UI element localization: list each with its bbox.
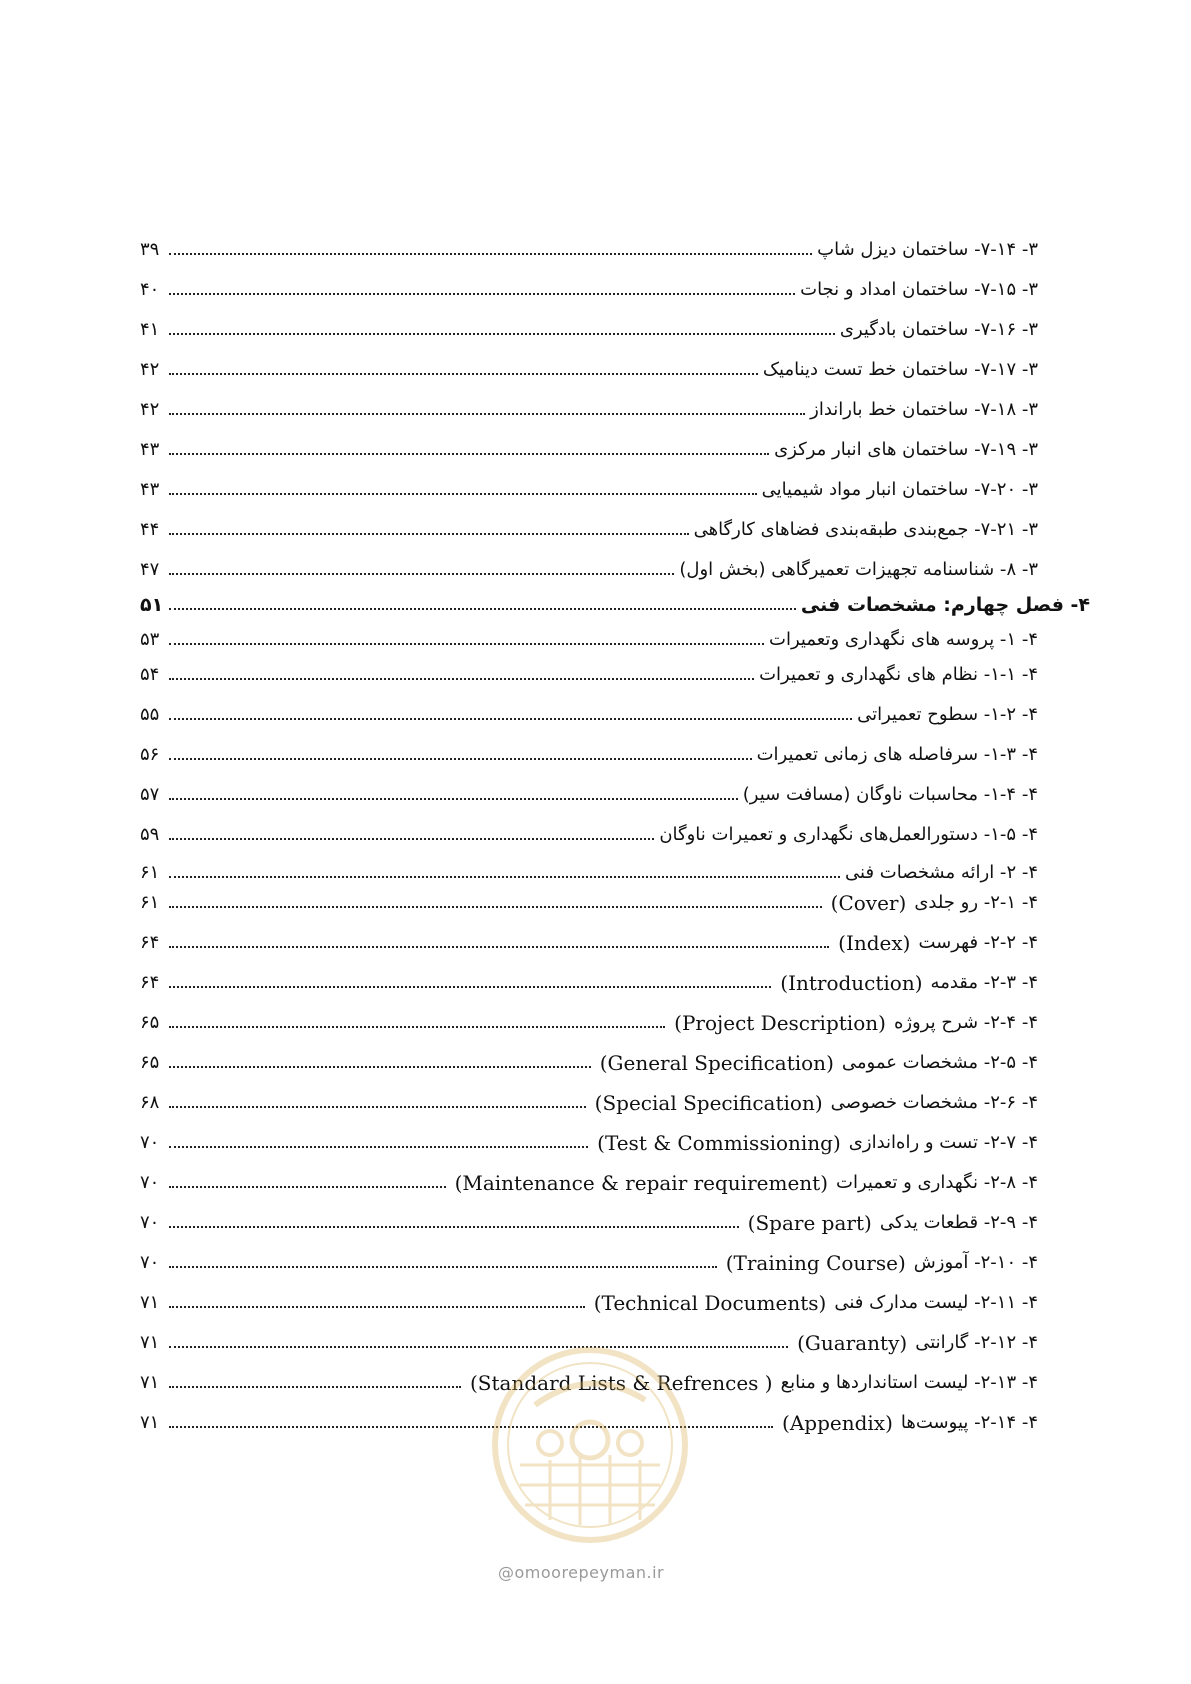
toc-entry-english-title: (Cover) [830, 891, 907, 915]
toc-dot-leader [169, 945, 829, 948]
toc-dot-leader [169, 1185, 446, 1188]
toc-entry-page-number: ۵۴ [140, 664, 160, 685]
toc-entry-page-number: ۶۱ [140, 892, 160, 913]
toc-entry [140, 693, 1038, 727]
toc-entry-title: ۳- ۷-۱۷- ساختمان خط تست دینامیک [762, 359, 1038, 380]
toc-entry-page-number: ۷۰ [140, 1132, 160, 1153]
toc-entry [140, 1321, 1038, 1355]
toc-entry-title: ۴- ۲-۶- مشخصات خصوصی [830, 1092, 1038, 1113]
toc-entry-title: ۴- ۲-۱۱- لیست مدارک فنی [834, 1292, 1038, 1313]
toc-entry-title: ۴- ۲-۷- تست و راه‌اندازی [848, 1132, 1038, 1153]
toc-entry-title: ۴- ۲-۱۳- لیست استانداردها و منابع [780, 1372, 1038, 1393]
toc-entry-page-number: ۷۰ [140, 1172, 160, 1193]
toc-entry-title: ۳- ۷-۱۹- ساختمان های انبار مرکزی [774, 439, 1038, 460]
toc-entry-title: ۴- ۱- پروسه های نگهداری وتعمیرات [769, 629, 1038, 650]
toc-entry [140, 1081, 1038, 1115]
toc-entry [140, 921, 1038, 955]
toc-entry-heading [825, 891, 1038, 915]
toc-dot-leader [169, 757, 752, 760]
toc-entry-english-title: (Guaranty) [797, 1331, 908, 1355]
toc-entry-page-number: ۵۱ [140, 594, 164, 616]
toc-entry-title: ۳- ۸- شناسنامه تجهیزات تعمیرگاهی (بخش اول) [679, 559, 1038, 580]
toc-entry-english-title: (Introduction) [780, 971, 923, 995]
toc-entry-title: ۴- فصل چهارم: مشخصات فنی [800, 594, 1090, 616]
toc-entry-page-number: ۷۰ [140, 1252, 160, 1273]
toc-entry-english-title: (Project Description) [674, 1011, 886, 1035]
toc-entry-page-number: ۴۲ [140, 359, 160, 380]
toc-entry-heading [692, 518, 1038, 542]
toc-entry [140, 773, 1038, 807]
toc-entry-page-number: ۶۵ [140, 1012, 160, 1033]
toc-entry-page-number: ۳۹ [140, 239, 160, 260]
toc-entry [140, 881, 1038, 915]
toc-entry-title: ۴- ۲-۴- شرح پروژه [893, 1012, 1038, 1033]
toc-dot-leader [169, 797, 738, 800]
toc-dot-leader [169, 717, 852, 720]
toc-entry-page-number: ۷۱ [140, 1332, 160, 1353]
toc-entry-heading [838, 318, 1038, 342]
toc-entry-page-number: ۶۴ [140, 972, 160, 993]
toc-entry-page-number: ۴۴ [140, 519, 160, 540]
toc-entry [140, 1201, 1038, 1235]
toc-entry-heading [741, 783, 1038, 807]
toc-entry-page-number: ۴۰ [140, 279, 160, 300]
toc-entry-english-title: (Special Specification) [594, 1091, 823, 1115]
toc-entry-page-number: ۵۷ [140, 784, 160, 805]
toc-dot-leader [169, 905, 822, 908]
toc-dot-leader [169, 492, 757, 495]
toc-dot-leader [169, 837, 654, 840]
toc-entry [140, 961, 1038, 995]
table-of-contents [140, 0, 1090, 1684]
toc-entry [140, 1041, 1038, 1075]
toc-entry [140, 1401, 1038, 1435]
toc-entry-title: ۴- ۱-۲- سطوح تعمیراتی [857, 704, 1038, 725]
toc-entry [140, 851, 1038, 885]
toc-entry-english-title: (Spare part) [747, 1211, 872, 1235]
toc-entry [140, 428, 1038, 462]
toc-entry-page-number: ۶۱ [140, 862, 160, 883]
toc-entry [140, 1281, 1038, 1315]
toc-entry-title: ۴- ۲-۱۴- پیوست‌ها [900, 1412, 1038, 1433]
toc-entry-heading [855, 703, 1038, 727]
toc-dot-leader [169, 1145, 588, 1148]
toc-entry-title: ۴- ۲-۱۲- گارانتی [915, 1332, 1038, 1353]
toc-dot-leader [169, 572, 674, 575]
toc-dot-leader [169, 1305, 585, 1308]
toc-entry [140, 308, 1038, 342]
toc-entry [140, 508, 1038, 542]
toc-entry-heading [755, 743, 1038, 767]
toc-entry [140, 813, 1038, 847]
toc-entry-english-title: (Training Course) [725, 1251, 906, 1275]
toc-entry-heading [720, 1251, 1038, 1275]
toc-entry-heading [760, 478, 1038, 502]
toc-entry-title: ۴- ۱-۱- نظام های نگهداری و تعمیرات [759, 664, 1038, 685]
toc-entry [140, 653, 1038, 687]
toc-entry-heading [594, 1051, 1038, 1075]
toc-entry-page-number: ۴۱ [140, 319, 160, 340]
toc-entry-heading [799, 593, 1090, 617]
toc-entry-title: ۳- ۷-۱۶- ساختمان بادگیری [839, 319, 1038, 340]
toc-entry-page-number: ۵۵ [140, 704, 160, 725]
toc-dot-leader [169, 452, 769, 455]
toc-entry-title: ۴- ۲-۱- رو جلدی [914, 892, 1038, 913]
toc-entry-title: ۴- ۱-۵- دستورالعمل‌های نگهداری و تعمیرات ناوگان [659, 824, 1038, 845]
toc-entry-page-number: ۵۶ [140, 744, 160, 765]
toc-entry-heading [657, 823, 1038, 847]
toc-entry-heading [808, 398, 1038, 422]
toc-entry-title: ۳- ۷-۲۱- جمع‌بندی طبقه‌بندی فضاهای کارگاهی [693, 519, 1038, 540]
toc-entry [140, 468, 1038, 502]
toc-entry-heading [791, 1331, 1038, 1355]
toc-entry-title: ۴- ۲-۹- قطعات یدکی [879, 1212, 1038, 1233]
toc-dot-leader [169, 412, 805, 415]
toc-entry [140, 348, 1038, 382]
toc-entry-heading [798, 278, 1038, 302]
toc-entry-english-title: (General Specification) [599, 1051, 834, 1075]
toc-entry-english-title: (Maintenance & repair requirement) [454, 1171, 829, 1195]
toc-entry-page-number: ۴۷ [140, 559, 160, 580]
toc-dot-leader [169, 1065, 591, 1068]
toc-entry [140, 1161, 1038, 1195]
toc-entry-heading [776, 1411, 1038, 1435]
toc-dot-leader [169, 677, 754, 680]
toc-entry-title: ۴- ۲- ارائه مشخصات فنی [845, 862, 1038, 883]
toc-entry-page-number: ۴۳ [140, 439, 160, 460]
toc-entry-heading [742, 1211, 1038, 1235]
toc-entry-title: ۴- ۲-۸- نگهداری و تعمیرات [836, 1172, 1038, 1193]
toc-entry [140, 1241, 1038, 1275]
toc-entry-english-title: (Test & Commissioning) [597, 1131, 841, 1155]
toc-entry [140, 733, 1038, 767]
toc-entry [140, 548, 1038, 582]
toc-dot-leader [169, 875, 840, 878]
toc-entry-heading [464, 1371, 1038, 1395]
toc-entry [140, 228, 1038, 262]
toc-entry-heading [449, 1171, 1038, 1195]
toc-dot-leader [169, 985, 771, 988]
toc-entry-heading [677, 558, 1038, 582]
toc-entry-title: ۴- ۱-۴- محاسبات ناوگان (مسافت سیر) [742, 784, 1038, 805]
watermark-site: @omoorepeyman.ir [498, 1563, 665, 1582]
toc-entry-heading [588, 1291, 1038, 1315]
toc-entry-page-number: ۷۰ [140, 1212, 160, 1233]
toc-entry-title: ۴- ۲-۱۰- آموزش [913, 1252, 1038, 1273]
toc-entry-english-title: (Appendix) [782, 1411, 893, 1435]
toc-entry-title: ۳- ۷-۱۵- ساختمان امداد و نجات [800, 279, 1038, 300]
toc-dot-leader [169, 1345, 788, 1348]
toc-entry-english-title: (Technical Documents) [593, 1291, 827, 1315]
toc-dot-leader [169, 1385, 461, 1388]
toc-entry-english-title: (Index) [838, 931, 911, 955]
toc-entry-heading [757, 663, 1038, 687]
toc-entry-page-number: ۷۱ [140, 1412, 160, 1433]
toc-entry-heading [668, 1011, 1038, 1035]
toc-entry-title: ۳- ۷-۲۰- ساختمان انبار مواد شیمیایی [761, 479, 1038, 500]
toc-dot-leader [169, 607, 796, 610]
toc-entry-page-number: ۷۱ [140, 1292, 160, 1313]
toc-entry-page-number: ۶۸ [140, 1092, 160, 1113]
toc-entry-heading [832, 931, 1038, 955]
toc-entry-title: ۴- ۲-۵- مشخصات عمومی [841, 1052, 1038, 1073]
toc-entry-heading [589, 1091, 1038, 1115]
toc-dot-leader [169, 1025, 665, 1028]
toc-entry [140, 268, 1038, 302]
toc-entry [140, 1361, 1038, 1395]
toc-entry-title: ۳- ۷-۱۴- ساختمان دیزل شاپ [817, 239, 1038, 260]
toc-dot-leader [169, 1425, 773, 1428]
toc-dot-leader [169, 332, 835, 335]
toc-dot-leader [169, 1265, 717, 1268]
toc-entry-page-number: ۵۹ [140, 824, 160, 845]
toc-dot-leader [169, 372, 758, 375]
toc-entry-title: ۴- ۲-۲- فهرست [918, 932, 1038, 953]
toc-dot-leader [169, 1225, 739, 1228]
toc-entry [140, 1121, 1038, 1155]
toc-entry [140, 583, 1090, 617]
toc-dot-leader [169, 292, 795, 295]
toc-entry-page-number: ۷۱ [140, 1372, 160, 1393]
toc-entry [140, 388, 1038, 422]
toc-entry-page-number: ۶۴ [140, 932, 160, 953]
toc-entry-heading [815, 238, 1038, 262]
toc-entry-page-number: ۴۲ [140, 399, 160, 420]
toc-dot-leader [169, 642, 764, 645]
toc-entry-title: ۴- ۱-۳- سرفاصله های زمانی تعمیرات [756, 744, 1038, 765]
toc-entry-page-number: ۶۵ [140, 1052, 160, 1073]
toc-entry-heading [774, 971, 1038, 995]
toc-entry-page-number: ۴۳ [140, 479, 160, 500]
toc-entry-heading [767, 628, 1038, 652]
toc-entry [140, 618, 1038, 652]
toc-dot-leader [169, 1105, 586, 1108]
toc-entry-english-title: ( Standard Lists & Refrences) [469, 1371, 773, 1395]
toc-entry-heading [761, 358, 1038, 382]
toc-entry-heading [591, 1131, 1038, 1155]
toc-dot-leader [169, 252, 812, 255]
toc-entry-title: ۴- ۲-۳- مقدمه [930, 972, 1038, 993]
toc-dot-leader [169, 532, 689, 535]
toc-entry-title: ۳- ۷-۱۸- ساختمان خط بارانداز [810, 399, 1038, 420]
toc-entry-page-number: ۵۳ [140, 629, 160, 650]
toc-entry [140, 1001, 1038, 1035]
toc-entry-heading [772, 438, 1038, 462]
